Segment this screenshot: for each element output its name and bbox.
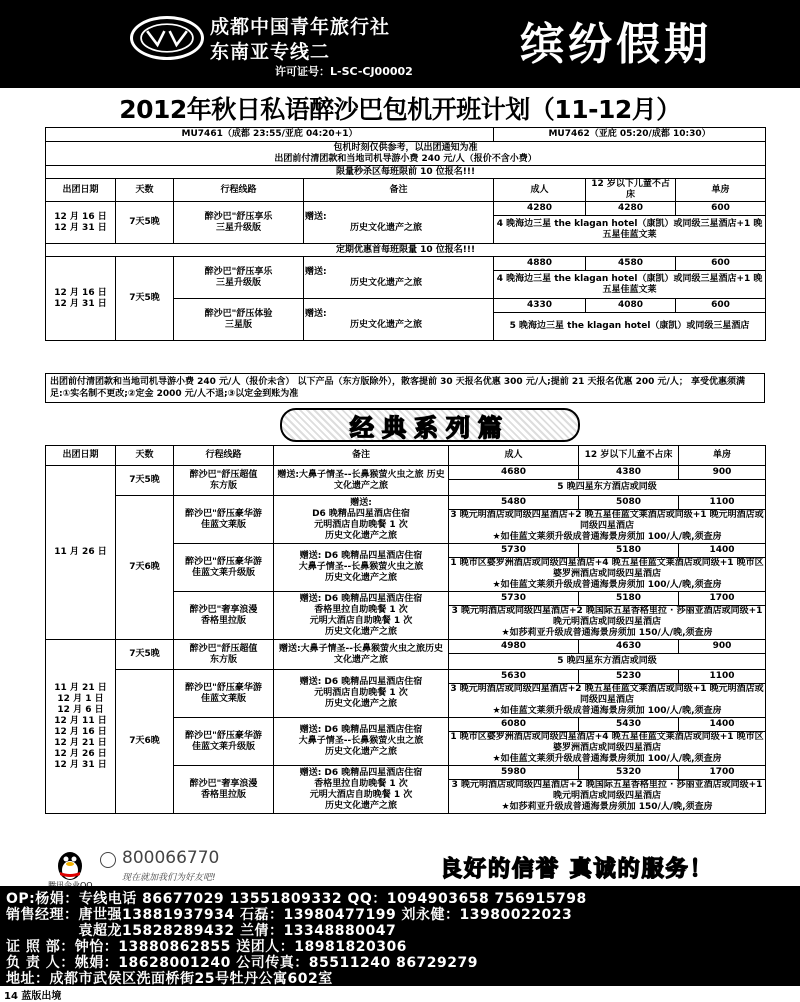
row-hotel: 5 晚四星东方酒店或同级 [449,480,766,496]
price-child: 5180 [579,592,679,606]
row-route: 醉沙巴"舒压享乐 三星升级版 [174,202,304,244]
smile-icon [100,852,116,868]
row-remark: 赠送: D6 晚精品四星酒店住宿 香格里拉自助晚餐 1 次 元明大酒店自助晚餐 1 次 历史文化遗产之旅 [274,766,449,814]
classic-series-banner: 经典系列篇 [280,408,580,442]
row-hotel: 5 晚海边三星 the klagan hotel（康凯）或同级三星酒店 [494,313,766,341]
price-single: 1400 [679,718,766,732]
row-hotel: 3 晚元明酒店或同级四星酒店+2 晚国际五星香格里拉 · 莎丽亚酒店或同级+1 晚元明酒店或同级四星酒店 ★如莎莉亚升级成普通海景房须加 150/人/晚,须查房 [449,606,766,640]
col-adult: 成人 [449,446,579,466]
price-adult: 5480 [449,496,579,510]
price-single: 600 [676,257,766,271]
row-route: 醉沙巴"舒压豪华游 佳蓝文莱升级版 [174,544,274,592]
col-child: 12 岁以下儿童不占床 [579,446,679,466]
row-remark: 赠送: D6 晚精品四星酒店住宿 香格里拉自助晚餐 1 次 元明大酒店自助晚餐 1 次 历史文化遗产之旅 [274,592,449,640]
price-single: 900 [679,466,766,480]
contact-line-sales2: 袁超龙15828289432 兰倩：13348880047 [6,923,397,939]
price-single: 600 [676,299,766,313]
page-number: 14 蓝版出境 [4,991,62,1002]
row-gift: 赠送: [305,266,327,277]
row-dates: 12 月 16 日 12 月 31 日 [46,202,116,244]
price-adult: 5730 [449,592,579,606]
price-single: 1100 [679,670,766,684]
row-gift: 赠送: [305,308,327,319]
col-remark: 备注 [274,446,449,466]
agency-name: 成都中国青年旅行社 [210,16,391,38]
price-adult: 4680 [449,466,579,480]
row-route: 醉沙巴"舒压体验 三星版 [174,299,304,341]
price-single: 1700 [679,766,766,780]
price-child: 5430 [579,718,679,732]
row-remark: 赠送: D6 晚精品四星酒店住宿 大鼻子情圣--长鼻猴萤火虫之旅 历史文化遗产之旅 [274,718,449,766]
col-date: 出团日期 [46,179,116,202]
price-adult: 5730 [449,544,579,558]
col-child: 12 岁以下儿童不占床 [586,179,676,202]
row-gift: 赠送: [305,211,327,222]
row-remark: 赠送: D6 晚精品四星酒店住宿 元明酒店自助晚餐 1 次 历史文化遗产之旅 [274,670,449,718]
col-days: 天数 [116,446,174,466]
row-remark: 历史文化遗产之旅 [350,222,423,233]
col-single: 单房 [676,179,766,202]
qq-penguin-icon [52,846,88,882]
row-days: 7天5晚 [116,257,174,341]
route-name: 东南亚专线二 [210,41,331,63]
row-route: 醉沙巴"舒压超值 东方版 [174,466,274,496]
row-hotel: 3 晚元明酒店或同级四星酒店+2 晚五星佳蓝文莱酒店或同级+1 晚元明酒店或同级四星酒店 ★如佳蓝文莱须升级成普通海景房须加 100/人/晚,须查房 [450,684,764,716]
promo-regular: 定期优惠首每班限量 10 位报名!!! [46,244,766,257]
row-route: 醉沙巴"舒压豪华游 佳蓝文莱版 [174,670,274,718]
license-number: 许可证号：L-SC-CJ00002 [275,65,413,78]
price-adult: 6080 [449,718,579,732]
price-child: 4080 [586,299,676,313]
contact-line-op: OP:杨娟：专线电话 86677029 13551809332 QQ：1094903658 756915798 [6,891,587,907]
price-adult: 5980 [449,766,579,780]
price-single: 1100 [679,496,766,510]
price-child: 5230 [579,670,679,684]
row-remark: 历史文化遗产之旅 [350,277,423,288]
group-days: 7天5晚 [116,466,174,496]
promo-flash: 限量秒杀区每班限前 10 位报名!!! [46,166,766,179]
price-adult: 4880 [494,257,586,271]
price-single: 1700 [679,592,766,606]
group-days: 7天6晚 [116,496,174,640]
price-adult: 5630 [449,670,579,684]
classic-table [45,445,766,814]
row-route: 醉沙巴"舒压豪华游 佳蓝文莱升级版 [174,718,274,766]
honor-slogan: 良好的信誉 真诚的服务！ [440,857,714,882]
price-child: 5080 [579,496,679,510]
group-dates: 11 月 21 日 12 月 1 日 12 月 6 日 12 月 11 日 12 月 16 日 12 月 21 日 12 月 26 日 12 月 31 日 [46,640,116,814]
row-route: 醉沙巴"舒压超值 东方版 [174,640,274,670]
col-remark: 备注 [304,179,494,202]
row-hotel: 1 晚市区婆罗洲酒店或同级四星酒店+4 晚五星佳蓝文莱酒店或同级+1 晚市区婆罗洲酒店或同级四星酒店 ★如佳蓝文莱须升级成普通海景房须加 100/人/晚,须查房 [450,558,764,590]
contact-line-sales: 销售经理：唐世强13881937934 石磊：13980477199 刘永健：13980022023 [6,907,573,923]
discount-note: 出团前付清团款和当地司机导游小费 240 元/人（报价未含） 以下产品（东方版除外），散客提前 30 天报名优惠 300 元/人;提前 21 天报名优惠 200 元/人； 享受优惠须满足:①实名制不更改;②定金 2000 元/人不退;③以定金到账为准 [45,373,765,403]
price-adult: 4980 [449,640,579,654]
tip-note: 出团前付清团款和当地司机导游小费 240 元/人（报价不含小费） [274,153,537,164]
flight-back: MU7462（亚庇 05:20/成都 10:30） [494,128,766,142]
qq-number: 800066770 [122,848,220,868]
group-days: 7天5晚 [116,640,174,670]
row-route: 醉沙巴"舒压享乐 三星升级版 [174,257,304,299]
price-adult: 4330 [494,299,586,313]
row-dates: 12 月 16 日 12 月 31 日 [46,257,116,341]
col-date: 出团日期 [46,446,116,466]
schedule-note: 包机时刻仅供参考，以出团通知为准 [333,142,478,153]
price-single: 900 [679,640,766,654]
price-child: 5320 [579,766,679,780]
col-days: 天数 [116,179,174,202]
contact-line-manager: 负 责 人：姚娟：18628001240 公司传真：85511240 86729279 [6,955,479,971]
page-title: 2012年秋日私语醉沙巴包机开班计划（11-12月） [119,95,681,124]
contact-line-address: 地址：成都市武侯区洗面桥街25号牡丹公寓602室 [6,971,333,987]
group-days: 7天6晚 [116,670,174,814]
price-child: 4280 [586,202,676,216]
row-hotel: 3 晚元明酒店或同级四星酒店+2 晚五星佳蓝文莱酒店或同级+1 晚元明酒店或同级四星酒店 ★如佳蓝文莱须升级成普通海景房须加 100/人/晚,须查房 [450,510,764,542]
contact-block [0,886,800,986]
col-route: 行程线路 [174,446,274,466]
group-dates: 11 月 26 日 [46,466,116,640]
price-single: 1400 [679,544,766,558]
col-single: 单房 [679,446,766,466]
price-child: 5180 [579,544,679,558]
row-route: 醉沙巴"奢享浪漫 香格里拉版 [174,766,274,814]
row-remark: 赠送: D6 晚精品四星酒店住宿 大鼻子情圣--长鼻猴萤火虫之旅 历史文化遗产之旅 [274,544,449,592]
price-adult: 4280 [494,202,586,216]
col-route: 行程线路 [174,179,304,202]
row-route: 醉沙巴"奢享浪漫 香格里拉版 [174,592,274,640]
price-single: 600 [676,202,766,216]
row-hotel: 3 晚元明酒店或同级四星酒店+2 晚国际五星香格里拉 · 莎丽亚酒店或同级+1 晚元明酒店或同级四星酒店 ★如莎莉亚升级成普通海景房须加 150/人/晚,须查房 [449,780,766,814]
price-child: 4630 [579,640,679,654]
qq-tagline: 现在就加我们为好友吧! [122,873,216,883]
row-hotel: 5 晚四星东方酒店或同级 [449,654,766,670]
row-days: 7天5晚 [116,202,174,244]
flight-out: MU7461（成都 23:55/亚庇 04:20+1） [46,128,494,142]
col-adult: 成人 [494,179,586,202]
price-child: 4580 [586,257,676,271]
price-child: 4380 [579,466,679,480]
row-remark: 历史文化遗产之旅 [350,319,423,330]
charter-table [45,127,766,341]
contact-line-docs: 证 照 部：钟怡：13880862855 送团人：18981820306 [6,939,407,955]
slogan: 缤纷假期 [520,19,712,70]
row-hotel: 1 晚市区婆罗洲酒店或同级四星酒店+4 晚五星佳蓝文莱酒店或同级+1 晚市区婆罗洲酒店或同级四星酒店 ★如佳蓝文莱须升级成普通海景房须加 100/人/晚,须查房 [450,732,764,764]
row-hotel: 4 晚海边三星 the klagan hotel（康凯）或同级三星酒店+1 晚五星佳蓝文莱 [494,271,766,299]
row-remark: 赠送: D6 晚精品四星酒店住宿 元明酒店自助晚餐 1 次 历史文化遗产之旅 [274,496,449,544]
agency-logo-icon [130,16,204,60]
row-route: 醉沙巴"舒压豪华游 佳蓝文莱版 [174,496,274,544]
row-hotel: 4 晚海边三星 the klagan hotel（康凯）或同级三星酒店+1 晚五星佳蓝文莱 [494,216,766,244]
header [0,0,800,88]
row-remark: 赠送:大鼻子情圣--长鼻猴萤火虫之旅历史文化遗产之旅 [274,640,449,670]
row-remark: 赠送:大鼻子情圣--长鼻猴萤火虫之旅 历史文化遗产之旅 [274,466,449,496]
